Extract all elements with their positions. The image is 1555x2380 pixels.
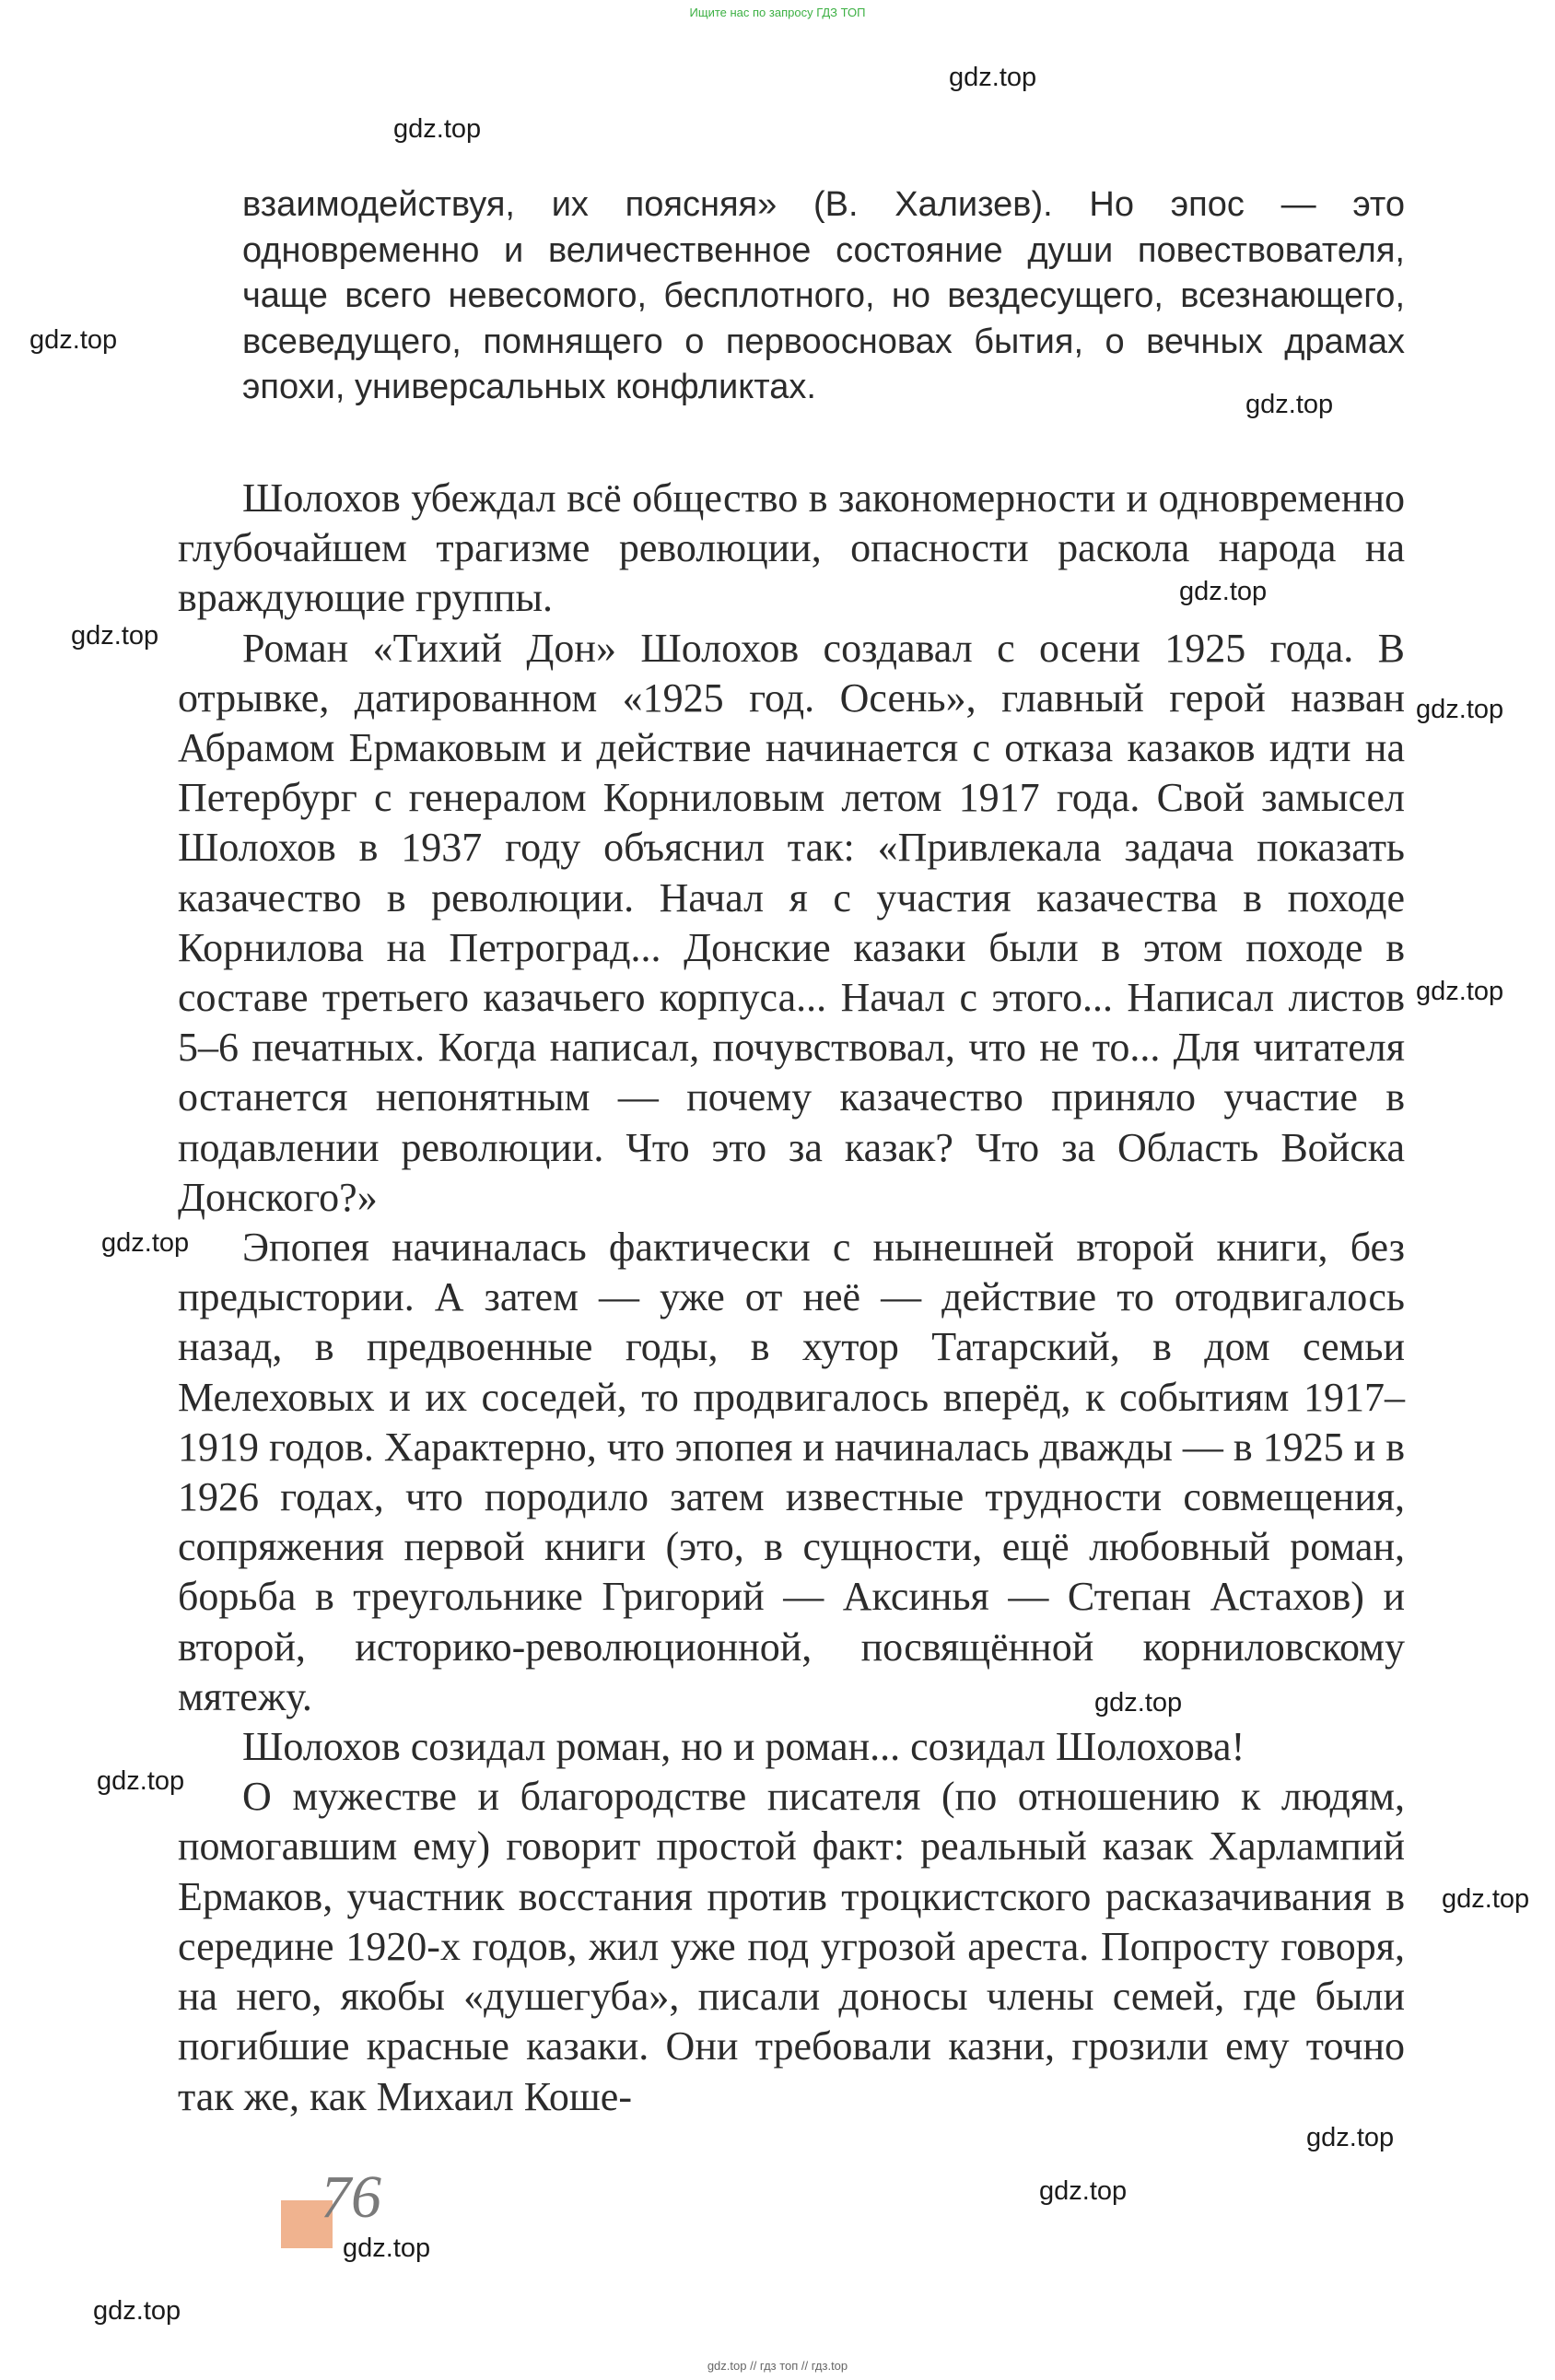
watermark: gdz.top (71, 621, 159, 651)
watermark: gdz.top (1442, 1884, 1530, 1914)
top-banner: Ищите нас по запросу ГДЗ ТОП (689, 6, 866, 19)
watermark: gdz.top (1245, 390, 1334, 419)
page-number: 76 (321, 2163, 381, 2231)
watermark: gdz.top (343, 2233, 431, 2263)
bottom-banner: gdz.top // гдз топ // гдз.top (707, 2359, 848, 2373)
epigraph-quote: взаимодействуя, их поясняя» (В. Хализев). Но эпос — это одновременно и величественное состояние души повествователя, чаще всего невесомого, бесплотного, но вездесущего, всезнающего, всеведущего, помнящего о первоосновах бытия, о вечных драмах эпохи, универсальных конфликтах. (242, 185, 1405, 406)
watermark: gdz.top (29, 325, 118, 355)
watermark: gdz.top (1306, 2123, 1395, 2152)
watermark: gdz.top (101, 1228, 190, 1258)
paragraph: Шолохов убеждал всё общество в закономерности и одновременно глубочайшем трагизме революции, опасности раскола народа на враждующие группы. (178, 475, 1405, 621)
watermark: gdz.top (1094, 1688, 1183, 1718)
watermark: gdz.top (1039, 2176, 1128, 2206)
watermark: gdz.top (93, 2296, 181, 2326)
paragraph: Шолохов созидал роман, но и роман... созидал Шолохова! (242, 1724, 1245, 1770)
paragraph: Роман «Тихий Дон» Шолохов создавал с осени 1925 года. В отрывке, датированном «1925 год. Осень», главный герой назван Абрамом Ермаковым и действие начинается с отказа казаков идти на Петербург с генералом Корниловым летом 1917 года. Свой замысел Шолохов в 1937 году объяснил так: «Привлекала задача показать казачество в революции. Начал я с участия казачества в походе Корнилова на Петроград... Донские казаки были в этом походе в составе третьего казачьего корпуса... Начал с этого... Написал листов 5–6 печатных. Когда написал, почувствовал, что не то... Для читателя останется непонятным — почему казачество приняло участие в подавлении революции. Что это за казак? Что за Область Войска Донского?» (178, 625, 1405, 1220)
watermark: gdz.top (1179, 577, 1268, 606)
paragraph: Эпопея начиналась фактически с нынешней второй книги, без предыстории. А затем — уже от неё — действие то отодвигалось назад, в предвоенные годы, в хутор Татарский, в дом семьи Мелеховых и их соседей, то продвигалось вперёд, к событиям 1917–1919 годов. Характерно, что эпопея и начиналась дважды — в 1925 и в 1926 годах, что породило затем известные трудности совмещения, сопряжения первой книги (это, в сущности, ещё любовный роман, борьба в треугольнике Григорий — Аксинья — Степан Астахов) и второй, историко-революционной, посвящённой корниловскому мятежу. (178, 1225, 1405, 1719)
watermark: gdz.top (949, 63, 1037, 92)
main-text (178, 474, 1405, 2122)
paragraph: О мужестве и благородстве писателя (по отношению к людям, помогавшим ему) говорит простой факт: реальный казак Харлампий Ермаков, участник восстания против троцкистского расказачивания в середине 1920-х годов, жил уже под угрозой ареста. Попросту говоря, на него, якобы «душегуба», писали доносы члены семей, где были погибшие красные казаки. Они требовали казни, грозили ему точно так же, как Михаил Коше- (178, 1774, 1405, 2119)
watermark: gdz.top (1416, 695, 1504, 724)
watermark: gdz.top (1416, 977, 1504, 1006)
watermark: gdz.top (97, 1766, 185, 1796)
watermark: gdz.top (393, 114, 482, 144)
